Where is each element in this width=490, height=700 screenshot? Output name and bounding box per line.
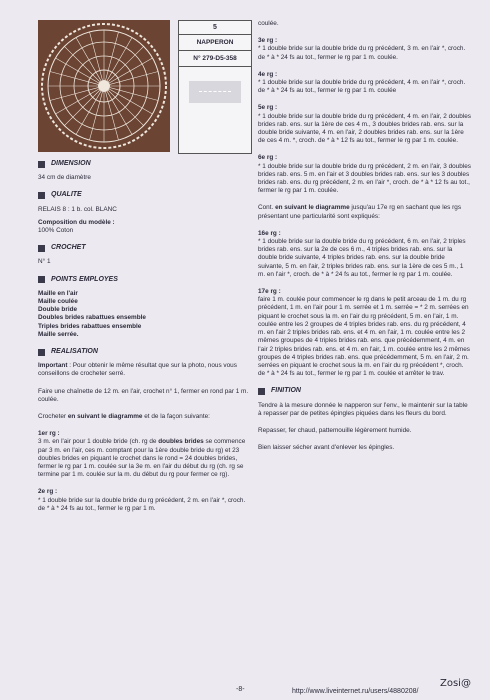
rg17-text: faire 1 m. coulée pour commencer le rg dans le petit arceau de 1 m. du rg précédent, 1 m. en l'air pour 1 m. serrée et 1 m. serrée = * 2 m. serrées en piquant le crochet sous la m. en l'air du rg précédent, 5 m. en l'air, 1 m. coulée entre les 2 groupes de 4 triples brides rab. ens. du rg précédent, 4 m. en l'air 2 triples brides rab. ens. et 4 m. en l'air, 1 m. coulée entre les 2 mêmes groupes de 4 triples brides rab. ens. que précédemment, 4 m. en l'air 2 triples brides rab. ens. et 4 m. en l'air, 1 m. coulée entre les 2 mêmes groupes de 4 triples brides rab. ens. que précédemment, 5 m. en l'air, 2 m. serrées en piquant le crochet sous la m. en l'air du rg précédent *, croch. de * à * 24 fs au tot., fermer le rg par 1 m. coulée et arrêter le trav. [258,296,471,378]
point-item: Doubles brides rabattues ensemble [38,314,146,322]
rg3-text: * 1 double bride sur la double bride du rg précédent, 3 m. en l'air *, croch. de * à * 24 fs au tot., fermer le rg par 1 m. coulée. [258,45,466,61]
bullet-square-icon [38,245,45,252]
finition-text-1: Tendre à la mesure donnée le napperon sur l'env., le maintenir sur la table à repasser par de petites épingles piquées dans les fleurs du bord. [258,401,468,417]
rg3-heading: 3e rg : [258,37,278,45]
signature: Zosi@ [440,678,471,689]
realisation-heading: REALISATION [38,348,250,356]
qualite-text: RELAIS 8 : 1 b. col. BLANC [38,205,117,213]
composition-heading: Composition du modèle : [38,218,115,226]
rg4-text: * 1 double bride sur la double bride du rg précédent, 4 m. en l'air *, croch. de * à * 24 fs au tot., fermer le rg par 1 m. coulée [258,79,466,95]
crochet-heading: CROCHET [38,244,250,252]
continue-text: Cont. en suivant le diagramme jusqu'au 17e rg en sachant que les rgs présentant une particularité sont expliqués: [258,204,462,220]
bullet-square-icon [38,349,45,356]
rg2-text: * 1 double bride sur la double bride du rg précédent, 2 m. en l'air *, croch. de * à * 24 fs au tot., fermer le rg par 1 m. [38,496,246,512]
dimension-heading: DIMENSION [38,160,250,168]
crocheter-text: Crocheter en suivant le diagramme et de la façon suivante: [38,413,210,421]
finition-heading: FINITION [258,387,472,395]
point-item: Maille serrée. [38,330,79,338]
left-column [38,160,250,513]
important-note: Important : Pour obtenir le même résultat que sur la photo, nous vous conseillons de crocheter serré. [38,362,237,378]
pattern-number: 5 [179,21,251,35]
bullet-square-icon [258,388,265,395]
pattern-title: NAPPERON [179,35,251,51]
rg17-heading: 17e rg : [258,288,281,296]
qualite-heading: QUALITE [38,191,250,199]
point-item: Maille coulée [38,298,78,306]
right-column [258,20,472,452]
rg5-text: * 1 double bride sur la double bride du rg précédent, 4 m. en l'air, 2 doubles brides rab. ens. sur la 1ère de ces 4 m., 3 doubles brides rab. ens. sur la double bride suivante, 4 m. en l'air, 2 doubles brides rab. ens. sur la 1ère de ces 4 m. *, croch. de * à * 12 fs au tot., fermer le rg par 1 m. coulée. [258,112,471,145]
pattern-info-box [178,20,252,154]
doily-image [38,20,170,152]
rg4-heading: 4e rg : [258,70,278,78]
chainette-text: Faire une chaînette de 12 m. en l'air, crochet n° 1, fermer en rond par 1 m. coulée. [38,387,249,403]
crochet-text: N° 1 [38,258,51,266]
rg2-heading: 2e rg : [38,488,58,496]
rg1-text: 3 m. en l'air pour 1 double bride (ch. rg de doubles brides se commence par 3 m. en l'air, ces m. comptant pour la 1ère double bride du rg) et 23 doubles brides en piquant le crochet dans le rond = 24 doubles brides, fermer le rg par 1 m. coulée sur la 3e m. en l'air du début du rg (ch. rg se termine par 1 m. coulée sur la m. du début du rg pour fermer ce rg). [38,438,246,479]
bullet-square-icon [38,192,45,199]
doily-photo [38,20,170,152]
continued-text: coulée. [258,20,279,27]
rg16-text: * 1 double bride sur la double bride du rg précédent, 6 m. en l'air, 2 triples brides rab. ens. sur la 2e de ces 6 m., 4 triples brides rab. ens. sur la double bride suivante, 4 triples brides rab. ens. sur la double bride suivante, 5 m. en l'air, 2 triples brides rab. ens. sur la 1ère de ces 5 m., 1 m. en l'air *, croch. de * à * 24 fs au tot., fermer le rg par 1 m. coulée. [258,238,466,278]
rg5-heading: 5e rg : [258,104,278,112]
source-url: http://www.liveinternet.ru/users/4880208/ [292,688,419,695]
rg6-text: * 1 double bride sur la double bride du rg précédent, 2 m. en l'air, 3 doubles brides rab. ens. 5 m. en l'air et 3 doubles brides rab. ens. sur les 3 doubles brides rab. ens. du rg précédent, 2 m. en l'air *, croch. de * à * 12 fs au tot., fermer le rg par 1 m. coulée. [258,162,471,195]
rg16-heading: 16e rg : [258,229,281,237]
bullet-square-icon [38,276,45,283]
composition-text: 100% Coton [38,227,74,235]
finition-text-2: Repasser, fer chaud, pattemouille légèrement humide. [258,426,412,434]
yarn-swatch [189,81,241,103]
rg1-heading: 1er rg : [38,430,60,438]
rg6-heading: 6e rg : [258,154,278,162]
points-heading: POINTS EMPLOYES [38,276,250,284]
point-item: Double bride [38,306,78,314]
point-item: Maille en l'air [38,289,78,297]
page-number: -8- [236,686,245,693]
point-item: Triples brides rabattues ensemble [38,322,142,330]
dimension-text: 34 cm de diamètre [38,174,91,182]
finition-text-3: Bien laisser sécher avant d'enlever les épingles. [258,444,395,452]
pattern-reference: N° 279-D5-358 [179,51,251,67]
bullet-square-icon [38,161,45,168]
